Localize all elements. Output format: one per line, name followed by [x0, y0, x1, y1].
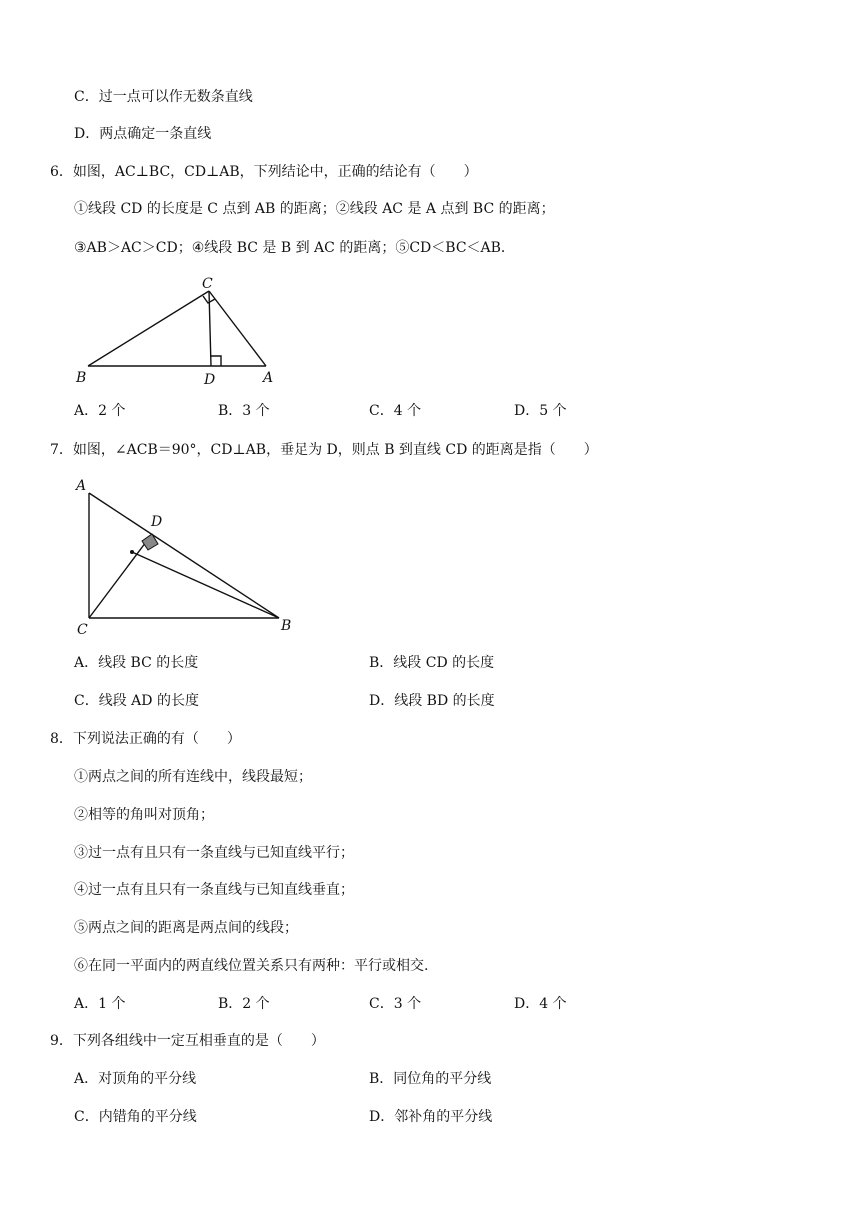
q5-option-c: C．过一点可以作无数条直线 [74, 89, 253, 105]
q7-label-c: C [77, 622, 88, 638]
q6-option-c: C．4 个 [369, 403, 422, 419]
q5-option-d: D．两点确定一条直线 [74, 126, 212, 142]
q8-stem: 8．下列说法正确的有（ ） [50, 731, 241, 747]
q8-item-2: ②相等的角叫对顶角； [74, 807, 214, 823]
q7-label-d: D [151, 514, 163, 530]
q8-option-d: D．4 个 [514, 996, 567, 1012]
q7-option-c: C．线段 AD 的长度 [74, 693, 199, 709]
q6-label-d: D [204, 372, 216, 388]
q7-label-b: B [281, 618, 292, 634]
q6-option-b: B．3 个 [218, 403, 270, 419]
q7-option-a: A．线段 BC 的长度 [74, 655, 199, 671]
q6-statements-2: ③AB＞AC＞CD；④线段 BC 是 B 到 AC 的距离；⑤CD＜BC＜AB． [74, 240, 515, 256]
q8-option-c: C．3 个 [369, 996, 422, 1012]
q9-option-c: C．内错角的平分线 [74, 1109, 197, 1125]
q6-stem: 6．如图，AC⊥BC，CD⊥AB，下列结论中，正确的结论有（ ） [50, 164, 478, 180]
q8-option-b: B．2 个 [218, 996, 270, 1012]
q6-option-a: A．2 个 [74, 403, 126, 419]
q8-option-a: A．1 个 [74, 996, 126, 1012]
q8-item-1: ①两点之间的所有连线中，线段最短； [74, 769, 312, 785]
q8-item-5: ⑤两点之间的距离是两点间的线段； [74, 920, 298, 936]
q9-option-d: D．邻补角的平分线 [369, 1109, 493, 1125]
q8-item-3: ③过一点有且只有一条直线与已知直线平行； [74, 845, 354, 861]
q9-option-a: A．对顶角的平分线 [74, 1071, 197, 1087]
q9-stem: 9．下列各组线中一定互相垂直的是（ ） [50, 1033, 325, 1049]
q9-option-b: B．同位角的平分线 [369, 1071, 492, 1087]
q8-item-4: ④过一点有且只有一条直线与已知直线垂直； [74, 882, 354, 898]
q6-statements-1: ①线段 CD 的长度是 C 点到 AB 的距离；②线段 AC 是 A 点到 BC 的距离； [74, 201, 555, 217]
q6-label-b: B [76, 370, 87, 386]
q6-option-d: D．5 个 [514, 403, 567, 419]
q7-option-d: D．线段 BD 的长度 [369, 693, 495, 709]
q7-option-b: B．线段 CD 的长度 [369, 655, 495, 671]
q7-label-a: A [76, 478, 87, 494]
q7-stem: 7．如图，∠ACB＝90°，CD⊥AB，垂足为 D，则点 B 到直线 CD 的距离是指（ ） [50, 442, 598, 458]
q6-label-c: C [202, 276, 213, 292]
q8-item-6: ⑥在同一平面内的两直线位置关系只有两种：平行或相交. [74, 958, 429, 974]
q6-label-a: A [263, 370, 274, 386]
